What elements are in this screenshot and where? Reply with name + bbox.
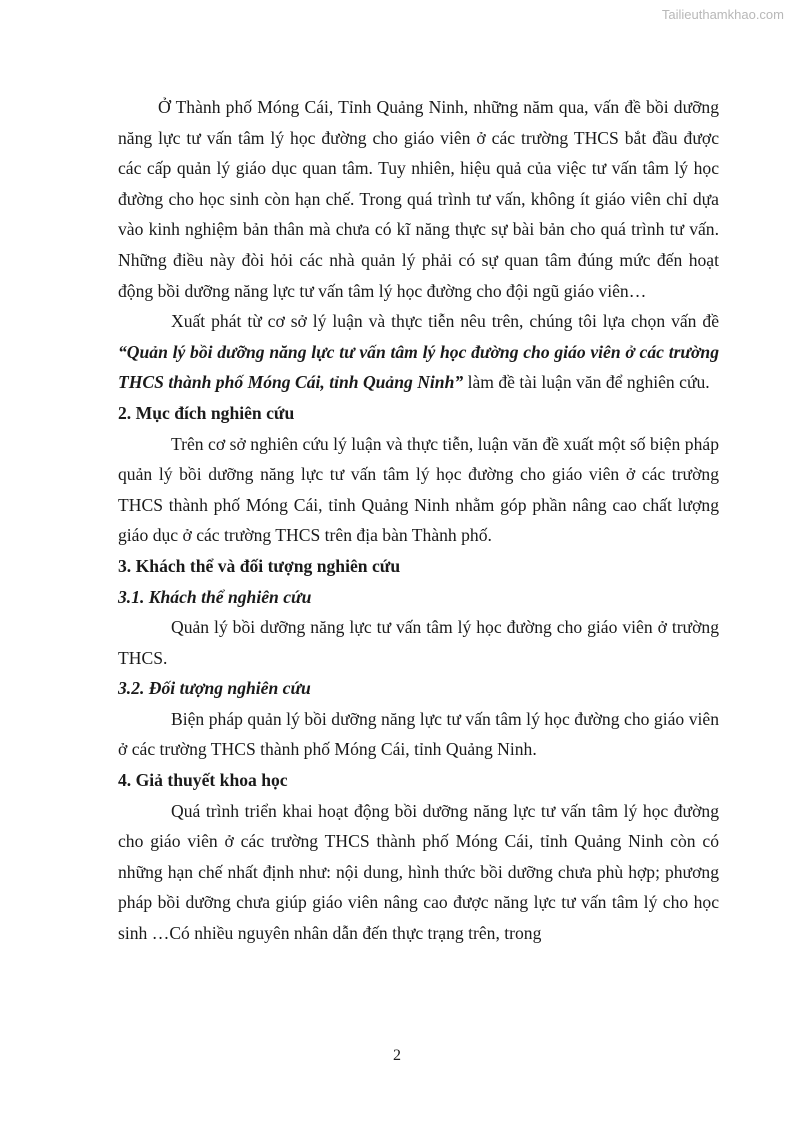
document-body (118, 92, 719, 949)
heading-research-purpose: 2. Mục đích nghiên cứu (118, 402, 295, 423)
paragraph-research-purpose: Trên cơ sở nghiên cứu lý luận và thực tiễn, luận văn đề xuất một số biện pháp quản lý bồi dưỡng năng lực tư vấn tâm lý học đường cho giáo viên ở các trường THCS thành phố Móng Cái, tỉnh Quảng Ninh nhằm góp phần nâng cao chất lượng giáo dục ở các trường THCS trên địa bàn Thành phố. (118, 433, 719, 546)
subheading-research-scope: 3.2. Đối tượng nghiên cứu (118, 678, 311, 699)
heading-scientific-hypothesis: 4. Giả thuyết khoa học (118, 770, 288, 791)
topic-outro-text: làm đề tài luận văn để nghiên cứu. (463, 372, 710, 393)
page-number: 2 (393, 1047, 401, 1064)
paragraph-context: Ở Thành phố Móng Cái, Tỉnh Quảng Ninh, những năm qua, vấn đề bồi dưỡng năng lực tư vấn tâm lý học đường cho giáo viên ở các trường THCS bắt đầu được các cấp quản lý giáo dục quan tâm. Tuy nhiên, hiệu quả của việc tư vấn tâm lý học đường cho học sinh còn hạn chế. Trong quá trình tư vấn, không ít giáo viên chỉ dựa vào kinh nghiệm bản thân mà chưa có kĩ năng thực sự bài bản cho quá trình tư vấn. Những điều này đòi hỏi các nhà quản lý phải có sự quan tâm đúng mức đến hoạt động bồi dưỡng năng lực tư vấn tâm lý học đường cho đội ngũ giáo viên… (118, 97, 719, 301)
heading-research-subjects: 3. Khách thể và đối tượng nghiên cứu (118, 555, 401, 576)
watermark: Tailieuthamkhao.com (661, 7, 784, 22)
paragraph-scientific-hypothesis: Quá trình triển khai hoạt động bồi dưỡng năng lực tư vấn tâm lý học đường cho giáo viên ở các trường THCS thành phố Móng Cái, tỉnh Quảng Ninh còn có những hạn chế nhất định như: nội dung, hình thức bồi dưỡng chưa phù hợp; phương pháp bồi dưỡng chưa giúp giáo viên nâng cao được năng lực tư vấn tâm lý cho học sinh …Có nhiều nguyên nhân dẫn đến thực trạng trên, trong (118, 800, 719, 944)
paragraph-research-scope: Biện pháp quản lý bồi dưỡng năng lực tư vấn tâm lý học đường cho giáo viên ở các trường THCS thành phố Móng Cái, tỉnh Quảng Ninh. (118, 708, 719, 760)
subheading-research-object: 3.1. Khách thể nghiên cứu (118, 586, 312, 607)
topic-intro-text: Xuất phát từ cơ sở lý luận và thực tiễn nêu trên, chúng tôi lựa chọn vấn đề (171, 311, 719, 332)
paragraph-research-object: Quản lý bồi dưỡng năng lực tư vấn tâm lý học đường cho giáo viên ở trường THCS. (118, 617, 719, 668)
thesis-topic-title: “Quản lý bồi dưỡng năng lực tư vấn tâm lý học đường cho giáo viên ở các trường THCS thành phố Móng Cái, tỉnh Quảng Ninh” (118, 341, 719, 393)
paragraph-topic-selection (118, 306, 719, 398)
